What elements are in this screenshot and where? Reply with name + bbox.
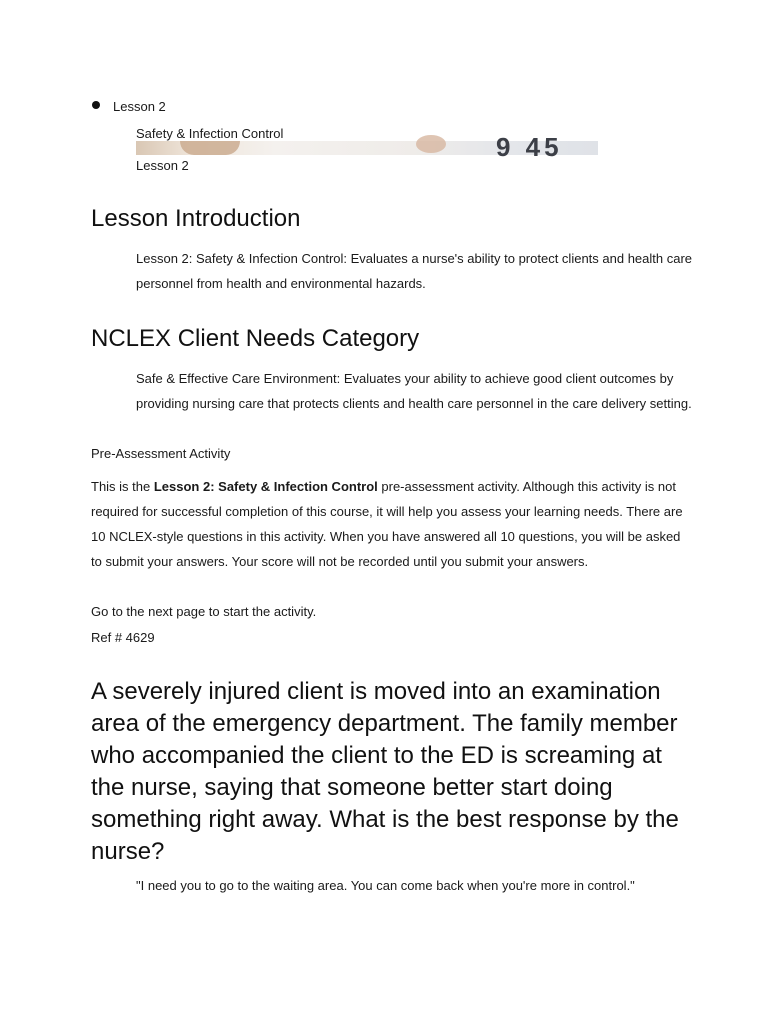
reference-number: Ref # 4629 <box>91 630 155 645</box>
pre-assessment-text <box>91 474 691 574</box>
pre-assessment-title: Pre-Assessment Activity <box>91 446 231 461</box>
next-page-instruction: Go to the next page to start the activity. <box>91 604 317 619</box>
nclex-category-heading: NCLEX Client Needs Category <box>91 325 420 352</box>
lesson-card-title[interactable]: Safety & Infection Control <box>136 126 284 141</box>
question-text: A severely injured client is moved into an examination area of the emergency department. The family member who accompanied the client to the ED is screaming at the nurse, saying that someone better start doing something right away. What is the best response by the nurse? <box>91 678 679 865</box>
pre-assessment-text-start: This is the <box>91 479 154 494</box>
lesson-bullet-label[interactable]: Lesson 2 <box>113 99 166 114</box>
pre-assessment-lesson-name: Lesson 2: Safety & Infection Control <box>153 479 378 494</box>
image-glove-shape <box>416 135 446 153</box>
image-hand-shape <box>180 141 240 155</box>
lesson-introduction-text: Lesson 2: Safety & Infection Control: Evaluates a nurse's ability to protect clients and health care personnel from health and environmental hazards. <box>136 251 693 291</box>
answer-option[interactable]: "I need you to go to the waiting area. You can come back when you're more in control." <box>136 878 635 893</box>
lesson-introduction-heading: Lesson Introduction <box>91 205 301 232</box>
bullet-icon <box>92 101 100 109</box>
nclex-category-text: Safe & Effective Care Environment: Evaluates your ability to achieve good client outcomes by providing nursing care that protects clients and health care personnel in the care delivery setting. <box>136 371 692 411</box>
lesson-card-subtitle: Lesson 2 <box>136 158 189 173</box>
pre-assessment-text-end: pre-assessment activity. Although this activity is not required for successful completion of this course, it will help you assess your learning needs. There are 10 NCLEX-style questions in this activity. When you have answered all 10 questions, you will be asked to submit your answers. Your score will not be recorded until you submit your answers. <box>91 479 683 569</box>
image-digits: 9 45 <box>496 132 563 162</box>
